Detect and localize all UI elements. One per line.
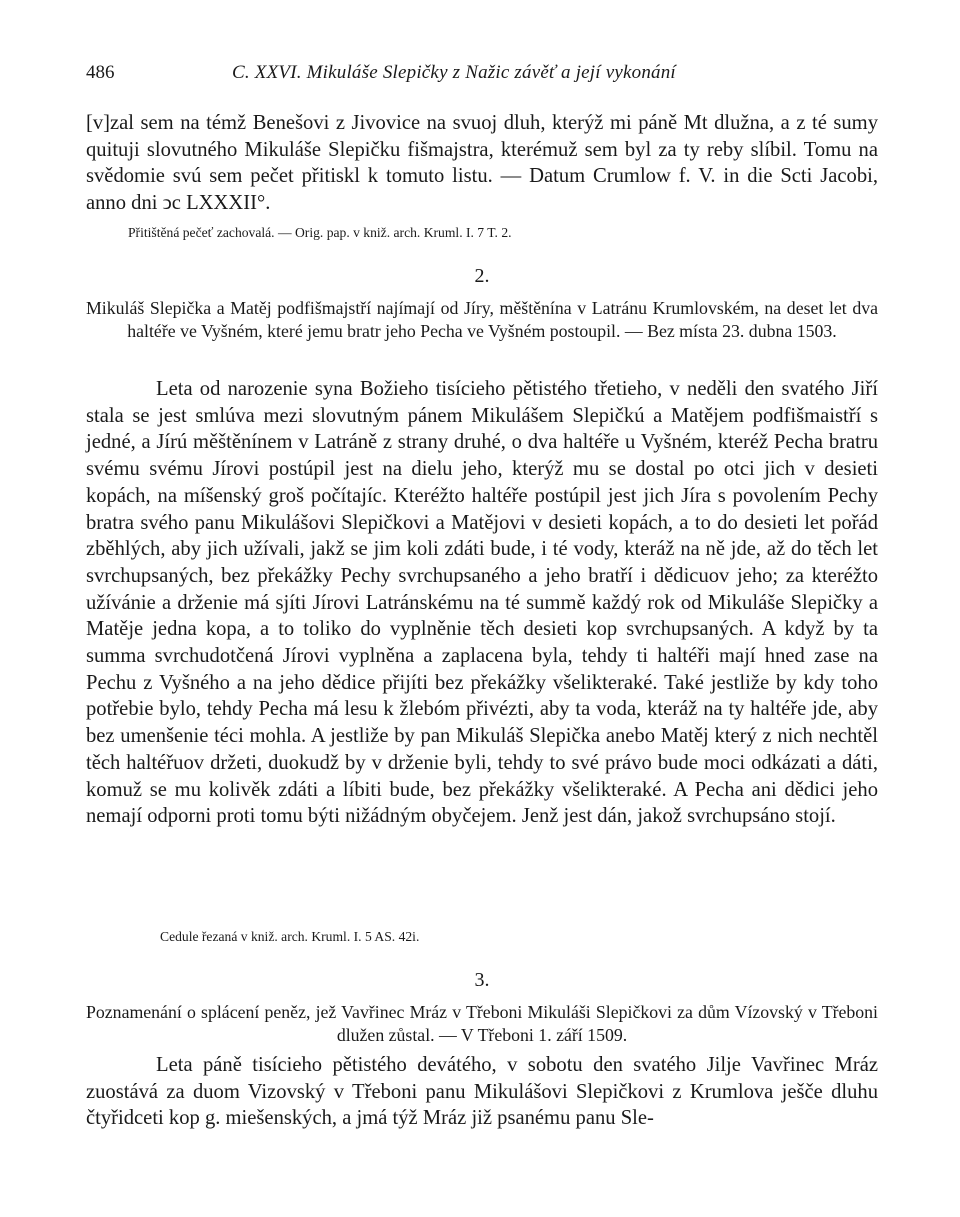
doc2-regest: Mikuláš Slepička a Matěj podfišmajstří najímají od Jíry, měštěnína v Latránu Krumlovském, na deset let dva haltéře ve Vyšném, které jemu bratr jeho Pecha ve Vyšném postoupil. — Bez místa 23. dubna 1503. xyxy=(86,298,878,341)
page-number: 486 xyxy=(86,62,115,83)
intro-paragraph: [v]zal sem na témž Benešovi z Jivovice na svuoj dluh, kterýž mi páně Mt dlužna, a z té sumy quituji slovutného Mikuláše Slepičku fišmajstra, kterémuž sem byl za ty reby slíbil. Tomu na svědomie svú sem pečet přitiskl k tomuto listu. — Datum Crumlow f. V. in die Scti Jacobi, anno dni ↄc LXXXII°. xyxy=(86,112,878,215)
doc2-source-note: Cedule řezaná v kniž. arch. Kruml. I. 5 AS. 42i. xyxy=(160,929,420,944)
doc3-number: 3. xyxy=(474,969,490,991)
running-head xyxy=(86,62,878,88)
doc3-regest: Poznamenání o splácení peněz, jež Vavřinec Mráz v Třeboni Mikuláši Slepičkovi za dům Vízovský v Třeboni dlužen zůstal. — V Třeboni 1. září 1509. xyxy=(86,1002,878,1045)
doc2-body: Leta od narozenie syna Božieho tisícieho pětistého třetieho, v neděli den svatého Jiří stala se jest smlúva mezi slovutným pánem Mikulášem Slepičkú a Matějem podfišmaistří s jedné, a Jírú měštěnínem v Latráně z strany druhé, o dva haltéře u Vyšném, kteréž Pecha bratru svému svému Jírovi postúpil jest na dielu jeho, kterýž mu se dostal po otci jich v desieti kopách, na míšenský groš počítajíc. Kteréžto haltéře postúpil jest jich Jíra s povolením Pechy bratra svého panu Mikulášovi Slepičkovi a Matějovi v desieti kopách, a to do desieti let pořád zběhlých, aby jich užívali, jakž se jim koli zdáti bude, i té vody, kteráž na ně jde, až do těch let svrchupsaných, bez překážky Pechy svrchupsaného a jeho bratří i dědicuov jeho; za kteréžto užívánie a drženie má sjíti Jírovi Latránskému na té summě každý rok od Mikuláše Slepičky a Matěje jedna kopa, a to toliko do vyplněnie těch desieti kop svrchupsaných. A když by ta summa svrchudotčená Jírovi vyplněna a zaplacena byla, tehdy ti haltéři mají hned zase na Pechu z Vyšného a na jeho dědice přijíti bez překážky všelikteraké. Také jestliže by kdy toho potřebie bylo, tehdy Pecha má lesu k žlebóm přivézti, aby ta voda, kteráž na ty haltéře jde, aby bez umenšenie téci mohla. A jestliže by pan Mikuláš Slepička anebo Matěj který z nich nechtěl těch haltéřuov držeti, duokudž by v drženie byli, tehdy to své právo bude moci odkázati a dáti, komuž se mu kolivěk zdáti a líbiti bude, bez překážky všelikteraké. A Pecha ani dědici jeho nemají odporni proti tomu býti nižádným obyčejem. Jenž jest dán, jakož svrchupsáno stojí. xyxy=(86,378,878,828)
running-title: C. XXVI. Mikuláše Slepičky z Nažic závěť a její vykonání xyxy=(232,62,676,83)
intro-source-note: Přitištěná pečeť zachovalá. — Orig. pap. v kniž. arch. Kruml. I. 7 T. 2. xyxy=(128,225,512,240)
doc3-body: Leta páně tisícieho pětistého devátého, v sobotu den svatého Jilje Vavřinec Mráz zuostává za duom Vizovský v Třeboni panu Mikulášovi Slepičkovi z Krumlova ješče dluhu čtyřidceti kop g. miešenských, a jmá týž Mráz již psanému panu Sle- xyxy=(86,1054,878,1130)
doc2-number: 2. xyxy=(474,265,490,287)
